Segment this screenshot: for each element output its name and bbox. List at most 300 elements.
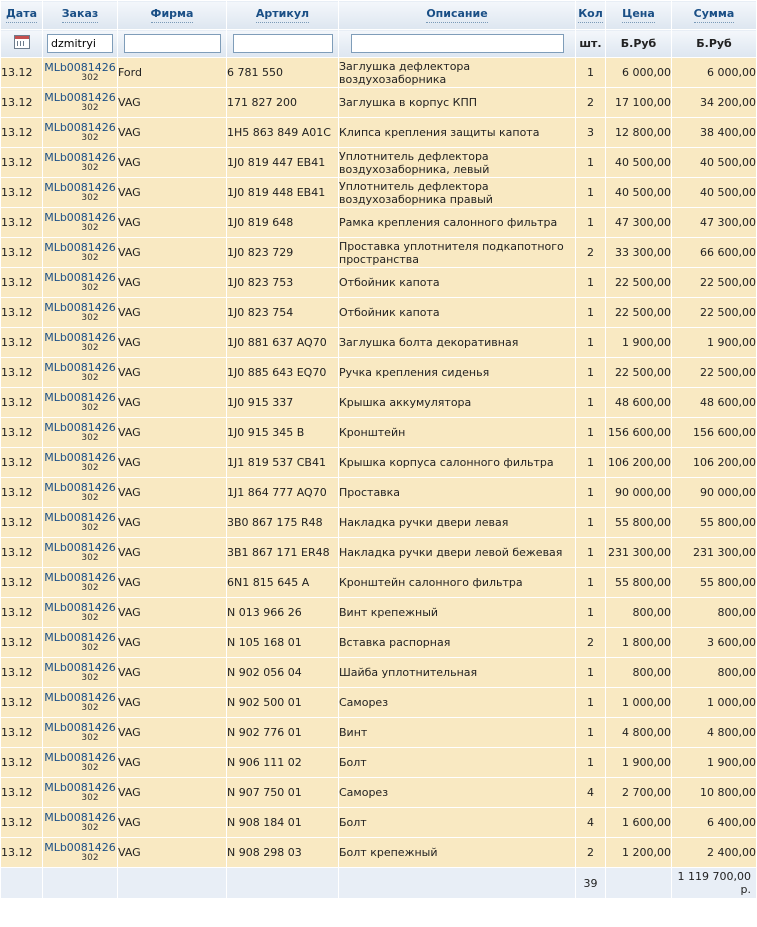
cell-article: N 906 111 02 bbox=[227, 748, 339, 778]
cell-date: 13.12 bbox=[1, 658, 43, 688]
column-header-sum[interactable]: Сумма bbox=[672, 1, 757, 30]
table-row bbox=[1, 418, 757, 448]
order-link[interactable]: MLb0081426 bbox=[44, 510, 116, 524]
total-sum-value: 1 119 700,00 bbox=[677, 870, 751, 883]
cell-sum: 3 600,00 bbox=[672, 628, 757, 658]
cell-price: 33 300,00 bbox=[606, 238, 672, 268]
cell-price: 800,00 bbox=[606, 658, 672, 688]
column-header-article[interactable]: Артикул bbox=[227, 1, 339, 30]
cell-date: 13.12 bbox=[1, 808, 43, 838]
order-suffix: 302 bbox=[81, 312, 99, 323]
cell-firm: VAG bbox=[118, 478, 227, 508]
cell-price: 90 000,00 bbox=[606, 478, 672, 508]
cell-order bbox=[43, 238, 118, 268]
column-header-qty[interactable]: Кол bbox=[576, 1, 606, 30]
cell-firm: VAG bbox=[118, 268, 227, 298]
cell-description: Клипса крепления защиты капота bbox=[339, 118, 576, 148]
cell-qty: 1 bbox=[576, 208, 606, 238]
cell-order bbox=[43, 538, 118, 568]
cell-firm: VAG bbox=[118, 838, 227, 868]
column-header-price[interactable]: Цена bbox=[606, 1, 672, 30]
cell-qty: 1 bbox=[576, 418, 606, 448]
order-link[interactable]: MLb0081426 bbox=[44, 90, 116, 104]
description-filter-cell bbox=[339, 30, 576, 58]
order-link[interactable]: MLb0081426 bbox=[44, 780, 116, 794]
cell-qty: 1 bbox=[576, 478, 606, 508]
cell-article: 1J0 819 448 EB41 bbox=[227, 178, 339, 208]
order-suffix: 302 bbox=[81, 492, 99, 503]
cell-order bbox=[43, 628, 118, 658]
cell-date: 13.12 bbox=[1, 418, 43, 448]
cell-description: Болт bbox=[339, 748, 576, 778]
cell-price: 17 100,00 bbox=[606, 88, 672, 118]
table-row bbox=[1, 538, 757, 568]
cell-order bbox=[43, 298, 118, 328]
order-link[interactable]: MLb0081426 bbox=[44, 630, 116, 644]
cell-order bbox=[43, 88, 118, 118]
cell-article: N 908 298 03 bbox=[227, 838, 339, 868]
cell-price: 48 600,00 bbox=[606, 388, 672, 418]
column-header-description[interactable]: Описание bbox=[339, 1, 576, 30]
cell-qty: 1 bbox=[576, 718, 606, 748]
cell-date: 13.12 bbox=[1, 508, 43, 538]
table-row bbox=[1, 508, 757, 538]
article-filter-cell bbox=[227, 30, 339, 58]
cell-sum: 22 500,00 bbox=[672, 268, 757, 298]
cell-article: 171 827 200 bbox=[227, 88, 339, 118]
order-link[interactable]: MLb0081426 bbox=[44, 720, 116, 734]
cell-order bbox=[43, 148, 118, 178]
cell-article: 1J0 915 345 B bbox=[227, 418, 339, 448]
cell-date: 13.12 bbox=[1, 328, 43, 358]
total-sum-currency: р. bbox=[740, 883, 751, 896]
order-link[interactable]: MLb0081426 bbox=[44, 60, 116, 74]
cell-article: N 902 776 01 bbox=[227, 718, 339, 748]
date-filter-cell bbox=[1, 30, 43, 58]
cell-firm: VAG bbox=[118, 718, 227, 748]
cell-order bbox=[43, 778, 118, 808]
cell-description: Винт bbox=[339, 718, 576, 748]
order-link[interactable]: MLb0081426 bbox=[44, 210, 116, 224]
cell-sum: 40 500,00 bbox=[672, 178, 757, 208]
table-row bbox=[1, 718, 757, 748]
cell-article: 1J1 864 777 AQ70 bbox=[227, 478, 339, 508]
table-row bbox=[1, 838, 757, 868]
cell-date: 13.12 bbox=[1, 718, 43, 748]
order-suffix: 302 bbox=[81, 372, 99, 383]
cell-qty: 2 bbox=[576, 238, 606, 268]
cell-order bbox=[43, 178, 118, 208]
cell-sum: 90 000,00 bbox=[672, 478, 757, 508]
cell-sum: 800,00 bbox=[672, 598, 757, 628]
cell-qty: 1 bbox=[576, 298, 606, 328]
cell-description: Заглушка болта декоративная bbox=[339, 328, 576, 358]
cell-sum: 1 000,00 bbox=[672, 688, 757, 718]
cell-qty: 1 bbox=[576, 448, 606, 478]
cell-price: 4 800,00 bbox=[606, 718, 672, 748]
cell-article: 1J0 819 648 bbox=[227, 208, 339, 238]
cell-description: Заглушка дефлектора воздухозаборника bbox=[339, 58, 576, 88]
cell-price: 1 900,00 bbox=[606, 748, 672, 778]
cell-description: Уплотнитель дефлектора воздухозаборника правый bbox=[339, 178, 576, 208]
total-qty: 39 bbox=[576, 868, 606, 899]
cell-article: 1J0 823 754 bbox=[227, 298, 339, 328]
cell-date: 13.12 bbox=[1, 88, 43, 118]
cell-price: 22 500,00 bbox=[606, 298, 672, 328]
cell-price: 1 000,00 bbox=[606, 688, 672, 718]
cell-firm: VAG bbox=[118, 508, 227, 538]
cell-qty: 1 bbox=[576, 508, 606, 538]
cell-date: 13.12 bbox=[1, 388, 43, 418]
cell-qty: 2 bbox=[576, 838, 606, 868]
cell-sum: 106 200,00 bbox=[672, 448, 757, 478]
order-link[interactable]: MLb0081426 bbox=[44, 450, 116, 464]
cell-sum: 38 400,00 bbox=[672, 118, 757, 148]
cell-description: Заглушка в корпус КПП bbox=[339, 88, 576, 118]
order-suffix: 302 bbox=[81, 102, 99, 113]
table-row bbox=[1, 178, 757, 208]
cell-description: Болт bbox=[339, 808, 576, 838]
table-row bbox=[1, 58, 757, 88]
firm-filter-input[interactable] bbox=[124, 34, 221, 53]
cell-date: 13.12 bbox=[1, 748, 43, 778]
order-link[interactable]: MLb0081426 bbox=[44, 570, 116, 584]
table-row bbox=[1, 628, 757, 658]
cell-firm: VAG bbox=[118, 748, 227, 778]
cell-price: 800,00 bbox=[606, 598, 672, 628]
cell-sum: 156 600,00 bbox=[672, 418, 757, 448]
cell-sum: 22 500,00 bbox=[672, 358, 757, 388]
cell-article: N 902 500 01 bbox=[227, 688, 339, 718]
cell-firm: VAG bbox=[118, 688, 227, 718]
cell-order bbox=[43, 808, 118, 838]
cell-qty: 1 bbox=[576, 538, 606, 568]
totals-row bbox=[1, 868, 757, 899]
cell-sum: 47 300,00 bbox=[672, 208, 757, 238]
cell-description: Саморез bbox=[339, 688, 576, 718]
cell-article: N 908 184 01 bbox=[227, 808, 339, 838]
cell-qty: 3 bbox=[576, 118, 606, 148]
cell-order bbox=[43, 58, 118, 88]
cell-description: Кронштейн bbox=[339, 418, 576, 448]
table-row bbox=[1, 598, 757, 628]
cell-description: Рамка крепления салонного фильтра bbox=[339, 208, 576, 238]
cell-qty: 1 bbox=[576, 148, 606, 178]
cell-firm: VAG bbox=[118, 598, 227, 628]
order-suffix: 302 bbox=[81, 672, 99, 683]
cell-article: 6N1 815 645 A bbox=[227, 568, 339, 598]
order-link[interactable]: MLb0081426 bbox=[44, 120, 116, 134]
cell-firm: VAG bbox=[118, 808, 227, 838]
cell-firm: VAG bbox=[118, 628, 227, 658]
order-suffix: 302 bbox=[81, 222, 99, 233]
cell-date: 13.12 bbox=[1, 838, 43, 868]
table-row bbox=[1, 298, 757, 328]
cell-article: N 013 966 26 bbox=[227, 598, 339, 628]
cell-sum: 22 500,00 bbox=[672, 298, 757, 328]
cell-date: 13.12 bbox=[1, 478, 43, 508]
table-row bbox=[1, 688, 757, 718]
order-link[interactable]: MLb0081426 bbox=[44, 690, 116, 704]
cell-date: 13.12 bbox=[1, 268, 43, 298]
cell-description: Отбойник капота bbox=[339, 298, 576, 328]
cell-sum: 6 000,00 bbox=[672, 58, 757, 88]
description-filter-input[interactable] bbox=[351, 34, 564, 53]
cell-firm: VAG bbox=[118, 448, 227, 478]
cell-date: 13.12 bbox=[1, 568, 43, 598]
cell-qty: 4 bbox=[576, 808, 606, 838]
cell-price: 12 800,00 bbox=[606, 118, 672, 148]
cell-firm: VAG bbox=[118, 148, 227, 178]
order-suffix: 302 bbox=[81, 432, 99, 443]
cell-sum: 55 800,00 bbox=[672, 508, 757, 538]
cell-date: 13.12 bbox=[1, 448, 43, 478]
cell-qty: 2 bbox=[576, 88, 606, 118]
table-row bbox=[1, 268, 757, 298]
order-suffix: 302 bbox=[81, 762, 99, 773]
order-suffix: 302 bbox=[81, 732, 99, 743]
order-link[interactable]: MLb0081426 bbox=[44, 420, 116, 434]
cell-description: Саморез bbox=[339, 778, 576, 808]
total-sum bbox=[672, 868, 757, 899]
cell-order bbox=[43, 448, 118, 478]
cell-order bbox=[43, 388, 118, 418]
cell-date: 13.12 bbox=[1, 58, 43, 88]
cell-price: 1 600,00 bbox=[606, 808, 672, 838]
cell-price: 106 200,00 bbox=[606, 448, 672, 478]
cell-order bbox=[43, 358, 118, 388]
cell-qty: 1 bbox=[576, 58, 606, 88]
cell-article: 1J0 823 753 bbox=[227, 268, 339, 298]
order-link[interactable]: MLb0081426 bbox=[44, 840, 116, 854]
cell-date: 13.12 bbox=[1, 688, 43, 718]
cell-qty: 1 bbox=[576, 598, 606, 628]
cell-firm: VAG bbox=[118, 388, 227, 418]
cell-price: 55 800,00 bbox=[606, 568, 672, 598]
cell-qty: 1 bbox=[576, 328, 606, 358]
cell-order bbox=[43, 118, 118, 148]
cell-order bbox=[43, 268, 118, 298]
cell-qty: 4 bbox=[576, 778, 606, 808]
cell-date: 13.12 bbox=[1, 358, 43, 388]
cell-description: Болт крепежный bbox=[339, 838, 576, 868]
cell-qty: 1 bbox=[576, 748, 606, 778]
cell-qty: 2 bbox=[576, 628, 606, 658]
cell-firm: VAG bbox=[118, 88, 227, 118]
filter-row bbox=[1, 30, 757, 58]
order-suffix: 302 bbox=[81, 642, 99, 653]
article-filter-input[interactable] bbox=[233, 34, 333, 53]
cell-firm: VAG bbox=[118, 358, 227, 388]
cell-firm: VAG bbox=[118, 568, 227, 598]
table-row bbox=[1, 778, 757, 808]
cell-order bbox=[43, 568, 118, 598]
cell-qty: 1 bbox=[576, 388, 606, 418]
cell-sum: 10 800,00 bbox=[672, 778, 757, 808]
cell-firm: VAG bbox=[118, 538, 227, 568]
table-row bbox=[1, 478, 757, 508]
cell-sum: 40 500,00 bbox=[672, 148, 757, 178]
order-link[interactable]: MLb0081426 bbox=[44, 390, 116, 404]
order-link[interactable]: MLb0081426 bbox=[44, 240, 116, 254]
firm-filter-cell bbox=[118, 30, 227, 58]
cell-date: 13.12 bbox=[1, 118, 43, 148]
cell-sum: 800,00 bbox=[672, 658, 757, 688]
order-suffix: 302 bbox=[81, 72, 99, 83]
cell-sum: 231 300,00 bbox=[672, 538, 757, 568]
price-unit: Б.Руб bbox=[606, 30, 672, 58]
cell-date: 13.12 bbox=[1, 238, 43, 268]
cell-firm: VAG bbox=[118, 328, 227, 358]
order-link[interactable]: MLb0081426 bbox=[44, 480, 116, 494]
cell-price: 40 500,00 bbox=[606, 148, 672, 178]
cell-date: 13.12 bbox=[1, 208, 43, 238]
cell-description: Крышка корпуса салонного фильтра bbox=[339, 448, 576, 478]
cell-price: 1 200,00 bbox=[606, 838, 672, 868]
table-row bbox=[1, 658, 757, 688]
order-link[interactable]: MLb0081426 bbox=[44, 150, 116, 164]
order-link[interactable]: MLb0081426 bbox=[44, 540, 116, 554]
cell-firm: Ford bbox=[118, 58, 227, 88]
cell-price: 55 800,00 bbox=[606, 508, 672, 538]
order-link[interactable]: MLb0081426 bbox=[44, 600, 116, 614]
cell-description: Крышка аккумулятора bbox=[339, 388, 576, 418]
cell-article: 3B1 867 171 ER48 bbox=[227, 538, 339, 568]
cell-order bbox=[43, 718, 118, 748]
table-row bbox=[1, 388, 757, 418]
table-row bbox=[1, 808, 757, 838]
cell-article: 1J0 881 637 AQ70 bbox=[227, 328, 339, 358]
order-suffix: 302 bbox=[81, 852, 99, 863]
order-suffix: 302 bbox=[81, 402, 99, 413]
cell-price: 40 500,00 bbox=[606, 178, 672, 208]
cell-price: 2 700,00 bbox=[606, 778, 672, 808]
cell-firm: VAG bbox=[118, 658, 227, 688]
cell-description: Кронштейн салонного фильтра bbox=[339, 568, 576, 598]
cell-price: 47 300,00 bbox=[606, 208, 672, 238]
column-header-firm[interactable]: Фирма bbox=[118, 1, 227, 30]
cell-date: 13.12 bbox=[1, 598, 43, 628]
cell-order bbox=[43, 598, 118, 628]
sum-unit: Б.Руб bbox=[672, 30, 757, 58]
order-suffix: 302 bbox=[81, 552, 99, 563]
table-row bbox=[1, 88, 757, 118]
order-suffix: 302 bbox=[81, 822, 99, 833]
order-suffix: 302 bbox=[81, 522, 99, 533]
table-row bbox=[1, 568, 757, 598]
cell-article: N 907 750 01 bbox=[227, 778, 339, 808]
column-header-date[interactable]: Дата bbox=[1, 1, 43, 30]
order-suffix: 302 bbox=[81, 582, 99, 593]
cell-sum: 55 800,00 bbox=[672, 568, 757, 598]
order-suffix: 302 bbox=[81, 252, 99, 263]
column-header-order[interactable]: Заказ bbox=[43, 1, 118, 30]
cell-order bbox=[43, 688, 118, 718]
cell-sum: 66 600,00 bbox=[672, 238, 757, 268]
cell-firm: VAG bbox=[118, 418, 227, 448]
cell-qty: 1 bbox=[576, 568, 606, 598]
calendar-icon[interactable] bbox=[14, 35, 30, 49]
cell-description: Накладка ручки двери левая bbox=[339, 508, 576, 538]
cell-description: Накладка ручки двери левой бежевая bbox=[339, 538, 576, 568]
cell-article: 1J0 819 447 EB41 bbox=[227, 148, 339, 178]
cell-description: Проставка bbox=[339, 478, 576, 508]
cell-price: 22 500,00 bbox=[606, 358, 672, 388]
cell-price: 231 300,00 bbox=[606, 538, 672, 568]
cell-price: 6 000,00 bbox=[606, 58, 672, 88]
table-row bbox=[1, 358, 757, 388]
order-suffix: 302 bbox=[81, 192, 99, 203]
table-row bbox=[1, 448, 757, 478]
cell-article: 6 781 550 bbox=[227, 58, 339, 88]
order-suffix: 302 bbox=[81, 612, 99, 623]
cell-description: Отбойник капота bbox=[339, 268, 576, 298]
order-link[interactable]: MLb0081426 bbox=[44, 330, 116, 344]
cell-description: Винт крепежный bbox=[339, 598, 576, 628]
cell-qty: 1 bbox=[576, 688, 606, 718]
cell-sum: 34 200,00 bbox=[672, 88, 757, 118]
order-suffix: 302 bbox=[81, 342, 99, 353]
cell-description: Уплотнитель дефлектора воздухозаборника, левый bbox=[339, 148, 576, 178]
cell-order bbox=[43, 508, 118, 538]
cell-article: 1H5 863 849 A01C bbox=[227, 118, 339, 148]
order-suffix: 302 bbox=[81, 462, 99, 473]
order-link[interactable]: MLb0081426 bbox=[44, 270, 116, 284]
cell-price: 156 600,00 bbox=[606, 418, 672, 448]
cell-date: 13.12 bbox=[1, 628, 43, 658]
table-row bbox=[1, 748, 757, 778]
cell-firm: VAG bbox=[118, 298, 227, 328]
cell-order bbox=[43, 838, 118, 868]
cell-order bbox=[43, 328, 118, 358]
order-link[interactable]: MLb0081426 bbox=[44, 750, 116, 764]
order-suffix: 302 bbox=[81, 702, 99, 713]
cell-description: Шайба уплотнительная bbox=[339, 658, 576, 688]
cell-order bbox=[43, 418, 118, 448]
qty-unit: шт. bbox=[576, 30, 606, 58]
cell-firm: VAG bbox=[118, 238, 227, 268]
cell-firm: VAG bbox=[118, 178, 227, 208]
table-body bbox=[1, 58, 757, 868]
cell-firm: VAG bbox=[118, 118, 227, 148]
order-link[interactable]: MLb0081426 bbox=[44, 300, 116, 314]
cell-firm: VAG bbox=[118, 778, 227, 808]
cell-firm: VAG bbox=[118, 208, 227, 238]
cell-article: 1J0 915 337 bbox=[227, 388, 339, 418]
cell-price: 1 900,00 bbox=[606, 328, 672, 358]
cell-price: 1 800,00 bbox=[606, 628, 672, 658]
order-link[interactable]: MLb0081426 bbox=[44, 660, 116, 674]
cell-qty: 1 bbox=[576, 658, 606, 688]
cell-order bbox=[43, 478, 118, 508]
order-link[interactable]: MLb0081426 bbox=[44, 360, 116, 374]
cell-date: 13.12 bbox=[1, 538, 43, 568]
cell-sum: 48 600,00 bbox=[672, 388, 757, 418]
cell-order bbox=[43, 658, 118, 688]
cell-sum: 1 900,00 bbox=[672, 328, 757, 358]
order-filter-cell bbox=[43, 30, 118, 58]
order-suffix: 302 bbox=[81, 132, 99, 143]
header-row bbox=[1, 1, 757, 30]
cell-description: Ручка крепления сиденья bbox=[339, 358, 576, 388]
order-filter-input[interactable] bbox=[47, 34, 113, 53]
cell-date: 13.12 bbox=[1, 178, 43, 208]
order-link[interactable]: MLb0081426 bbox=[44, 180, 116, 194]
cell-price: 22 500,00 bbox=[606, 268, 672, 298]
order-link[interactable]: MLb0081426 bbox=[44, 810, 116, 824]
cell-qty: 1 bbox=[576, 268, 606, 298]
cell-sum: 2 400,00 bbox=[672, 838, 757, 868]
